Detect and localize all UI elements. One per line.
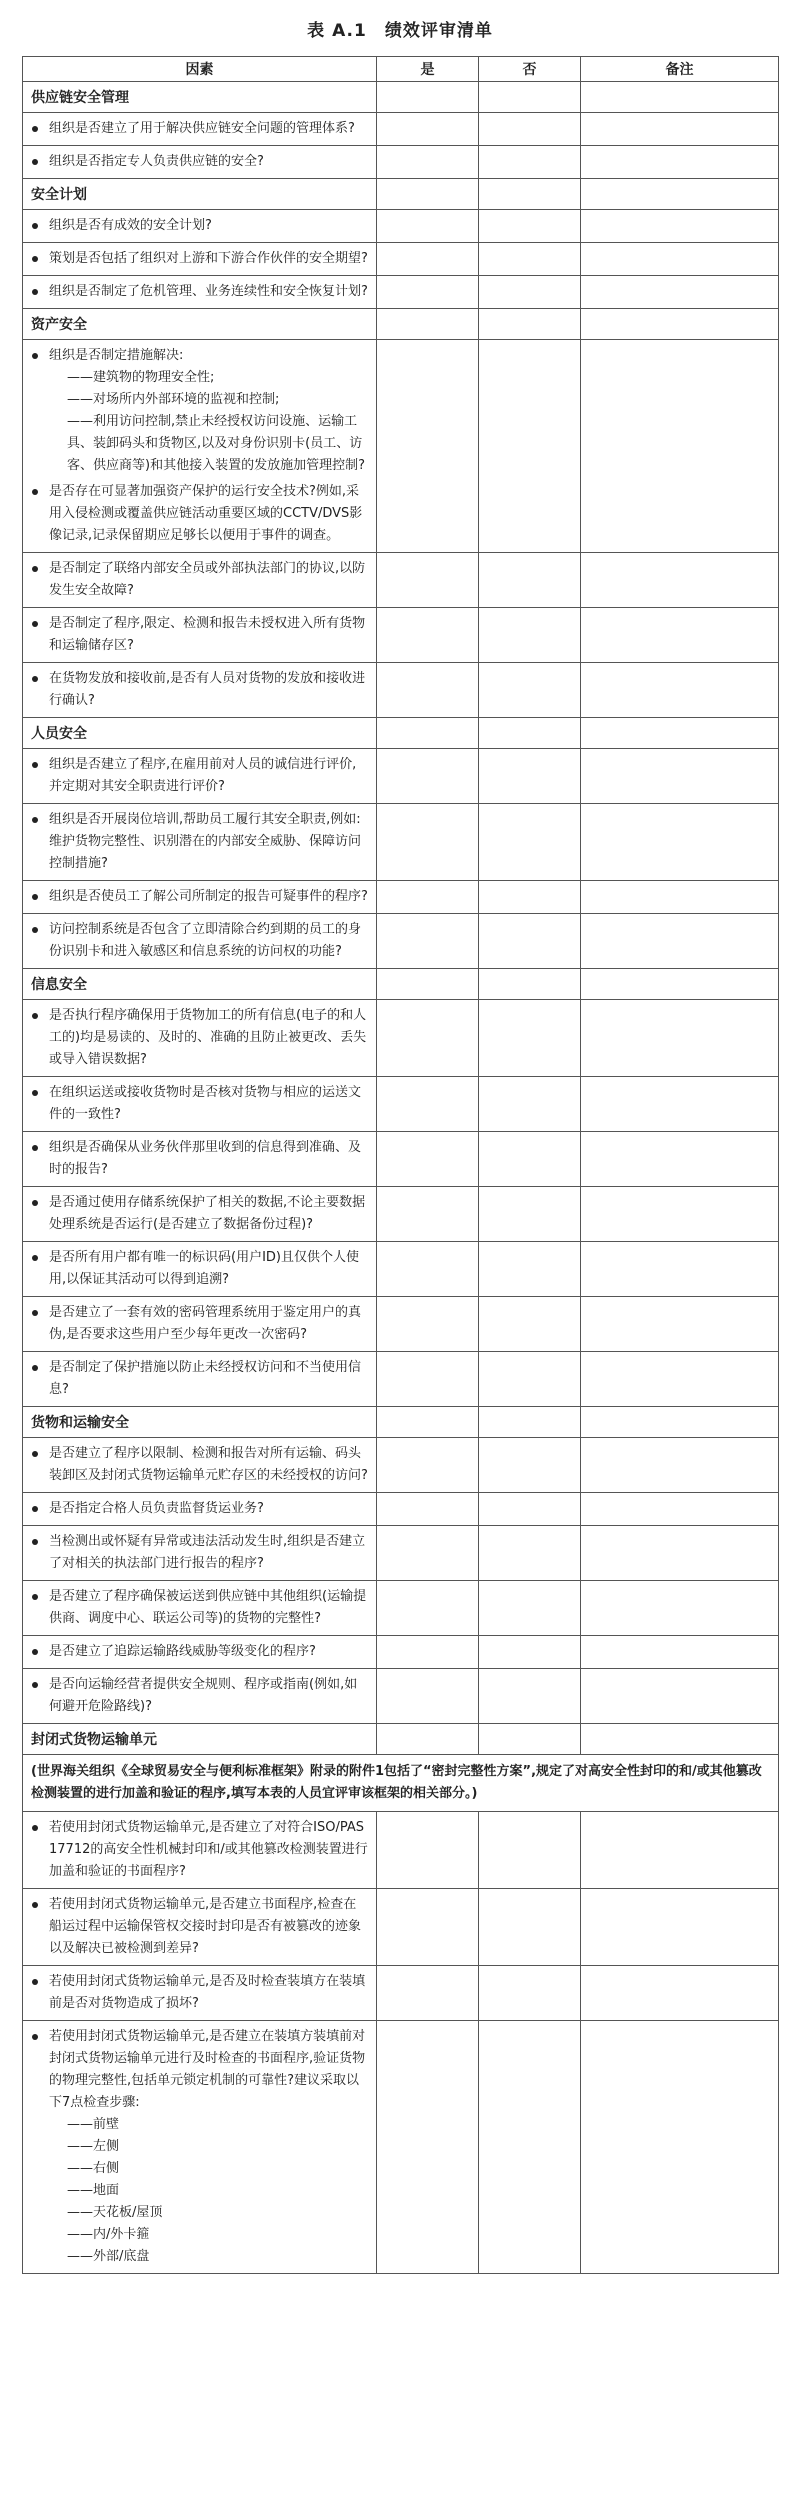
bullet-icon [32,817,38,823]
table-row [23,608,779,663]
bullet-icon [32,1649,38,1655]
factor-cell [23,1526,377,1581]
no-checkbox-cell[interactable] [479,804,581,881]
factor-cell [23,1889,377,1966]
factor-text: 是否制定了程序,限定、检测和报告未授权进入所有货物和运输储存区? [49,616,366,653]
no-checkbox-cell[interactable] [479,1889,581,1966]
yes-checkbox-cell[interactable] [377,1581,479,1636]
factor-sub-item: ——左侧 [67,2139,120,2154]
yes-checkbox-cell[interactable] [377,1000,479,1077]
factor-cell [23,113,377,146]
yes-checkbox-cell[interactable] [377,749,479,804]
section-no-cell [479,179,581,210]
bullet-icon [32,1310,38,1316]
no-checkbox-cell[interactable] [479,2021,581,2274]
table-row [23,1812,779,1889]
remarks-cell[interactable] [581,1242,779,1297]
section-note-row [23,1755,779,1812]
table-row [23,1889,779,1966]
factor-sub-item: ——前壁 [67,2117,120,2132]
table-row [23,1526,779,1581]
remarks-cell[interactable] [581,1187,779,1242]
factor-cell [23,1352,377,1407]
remarks-cell[interactable] [581,1812,779,1889]
yes-checkbox-cell[interactable] [377,553,479,608]
table-row [23,914,779,969]
section-title: 人员安全 [23,718,377,749]
factor-sub-item: ——利用访问控制,禁止未经授权访问设施、运输工具、装卸码头和货物区,以及对身份识别卡(员工、访客、供应商等)和其他接入装置的发放施加管理控制? [67,414,365,473]
bullet-icon [32,566,38,572]
section-row [23,1724,779,1755]
factor-cell [23,1493,377,1526]
factor-cell [23,276,377,309]
section-yes-cell [377,82,479,113]
section-title: 封闭式货物运输单元 [23,1724,377,1755]
remarks-cell[interactable] [581,1132,779,1187]
yes-checkbox-cell[interactable] [377,881,479,914]
no-checkbox-cell[interactable] [479,1438,581,1493]
table-row [23,1077,779,1132]
section-note: (世界海关组织《全球贸易安全与便利标准框架》附录的附件1包括了“密封完整性方案”,规定了对高安全性封印的和/或其他篡改检测装置的进行加盖和验证的程序,填写本表的人员宜评审该框架的相关部分。) [23,1755,779,1812]
remarks-cell[interactable] [581,804,779,881]
factor-text: 组织是否制定了危机管理、业务连续性和安全恢复计划? [49,284,368,299]
no-checkbox-cell[interactable] [479,276,581,309]
no-checkbox-cell[interactable] [479,553,581,608]
yes-checkbox-cell[interactable] [377,1187,479,1242]
remarks-cell[interactable] [581,553,779,608]
section-remarks-cell [581,1724,779,1755]
bullet-icon [32,1979,38,1985]
factor-cell [23,1581,377,1636]
factor-paragraph [49,1894,368,1960]
factor-cell [23,243,377,276]
factor-text: 若使用封闭式货物运输单元,是否及时检查装填方在装填前是否对货物造成了损坏? [49,1974,366,2011]
section-remarks-cell [581,1407,779,1438]
table-row [23,276,779,309]
section-remarks-cell [581,179,779,210]
factor-text: 当检测出或怀疑有异常或违法活动发生时,组织是否建立了对相关的执法部门进行报告的程序? [49,1534,366,1571]
factor-paragraph [49,248,368,270]
bullet-icon [32,1594,38,1600]
factor-cell [23,2021,377,2274]
section-title: 资产安全 [23,309,377,340]
factor-sub-item: ——天花板/屋顶 [67,2205,163,2220]
factor-paragraph [49,1641,368,1663]
no-checkbox-cell[interactable] [479,663,581,718]
section-remarks-cell [581,82,779,113]
table-row [23,340,779,553]
factor-paragraph [49,754,368,798]
yes-checkbox-cell[interactable] [377,1636,479,1669]
factor-paragraph [49,481,368,547]
factor-cell [23,881,377,914]
table-row [23,1352,779,1407]
yes-checkbox-cell[interactable] [377,1132,479,1187]
section-no-cell [479,309,581,340]
remarks-cell[interactable] [581,1438,779,1493]
section-no-cell [479,82,581,113]
yes-checkbox-cell[interactable] [377,1297,479,1352]
yes-checkbox-cell[interactable] [377,914,479,969]
table-row [23,1438,779,1493]
factor-text: 若使用封闭式货物运输单元,是否建立在装填方装填前对封闭式货物运输单元进行及时检查的书面程序,验证货物的物理完整性,包括单元锁定机制的可靠性?建议采取以下7点检查步骤: [49,2029,366,2110]
yes-checkbox-cell[interactable] [377,1493,479,1526]
yes-checkbox-cell[interactable] [377,276,479,309]
factor-text: 访问控制系统是否包含了立即清除合约到期的员工的身份识别卡和进入敏感区和信息系统的访问权的功能? [49,922,362,959]
no-checkbox-cell[interactable] [479,881,581,914]
factor-paragraph [49,1192,368,1236]
factor-cell [23,1077,377,1132]
factor-sub-item: ——地面 [67,2183,120,2198]
no-checkbox-cell[interactable] [479,243,581,276]
remarks-cell[interactable] [581,1000,779,1077]
section-yes-cell [377,309,479,340]
table-row [23,663,779,718]
section-row [23,309,779,340]
yes-checkbox-cell[interactable] [377,1889,479,1966]
remarks-cell[interactable] [581,1889,779,1966]
bullet-icon [32,1255,38,1261]
factor-sub-item: ——外部/底盘 [67,2249,150,2264]
factor-cell [23,914,377,969]
factor-paragraph [49,1586,368,1630]
factor-text: 是否存在可显著加强资产保护的运行安全技术?例如,采用入侵检测或覆盖供应链活动重要区域的CCTV/DVS影像记录,记录保留期应足够长以便用于事件的调查。 [49,484,363,543]
bullet-icon [32,1539,38,1545]
factor-text: 组织是否指定专人负责供应链的安全? [49,154,264,169]
factor-paragraph [49,1357,368,1401]
section-no-cell [479,969,581,1000]
factor-text: 若使用封闭式货物运输单元,是否建立书面程序,检查在船运过程中运输保管权交接时封印是否有被篡改的迹象以及解决已被检测到差异? [49,1897,362,1956]
bullet-icon [32,1090,38,1096]
bullet-icon [32,927,38,933]
yes-checkbox-cell[interactable] [377,2021,479,2274]
factor-paragraph [49,1247,368,1291]
factor-paragraph [49,1005,368,1071]
factor-cell [23,146,377,179]
bullet-icon [32,621,38,627]
factor-text: 组织是否建立了用于解决供应链安全问题的管理体系? [49,121,355,136]
header-remarks: 备注 [581,57,779,82]
factor-text: 在组织运送或接收货物时是否核对货物与相应的运送文件的一致性? [49,1085,362,1122]
factor-cell [23,663,377,718]
yes-checkbox-cell[interactable] [377,1812,479,1889]
section-no-cell [479,718,581,749]
section-yes-cell [377,1407,479,1438]
no-checkbox-cell[interactable] [479,1352,581,1407]
factor-paragraph [49,1137,368,1181]
no-checkbox-cell[interactable] [479,146,581,179]
factor-paragraph [49,1082,368,1126]
no-checkbox-cell[interactable] [479,914,581,969]
bullet-icon [32,1682,38,1688]
table-row [23,2021,779,2274]
bullet-icon [32,1451,38,1457]
header-row [23,57,779,82]
bullet-icon [32,353,38,359]
section-remarks-cell [581,969,779,1000]
factor-paragraph [49,1302,368,1346]
no-checkbox-cell[interactable] [479,1187,581,1242]
remarks-cell[interactable] [581,243,779,276]
factor-text: 是否制定了保护措施以防止未经授权访问和不当使用信息? [49,1360,362,1397]
remarks-cell[interactable] [581,2021,779,2274]
header-factor: 因素 [23,57,377,82]
table-caption: 表 A.1 绩效评审清单 [307,21,493,41]
bullet-icon [32,1013,38,1019]
bullet-icon [32,1200,38,1206]
yes-checkbox-cell[interactable] [377,210,479,243]
no-checkbox-cell[interactable] [479,1966,581,2021]
section-row [23,1407,779,1438]
bullet-icon [32,126,38,132]
factor-paragraph [49,345,368,477]
factor-text: 是否建立了程序确保被运送到供应链中其他组织(运输提供商、调度中心、联运公司等)的货物的完整性? [49,1589,367,1626]
no-checkbox-cell[interactable] [479,1581,581,1636]
bullet-icon [32,1902,38,1908]
header-yes: 是 [377,57,479,82]
section-no-cell [479,1724,581,1755]
factor-paragraph [49,151,368,173]
remarks-cell[interactable] [581,146,779,179]
factor-cell [23,1438,377,1493]
bullet-icon [32,489,38,495]
bullet-icon [32,894,38,900]
table-row [23,804,779,881]
yes-checkbox-cell[interactable] [377,1352,479,1407]
section-yes-cell [377,179,479,210]
no-checkbox-cell[interactable] [479,749,581,804]
table-row [23,1966,779,2021]
yes-checkbox-cell[interactable] [377,608,479,663]
table-row [23,1000,779,1077]
header-no: 否 [479,57,581,82]
factor-cell [23,1669,377,1724]
section-no-cell [479,1407,581,1438]
remarks-cell[interactable] [581,210,779,243]
factor-text: 组织是否制定措施解决: [49,348,184,363]
table-row [23,1242,779,1297]
table-row [23,1581,779,1636]
no-checkbox-cell[interactable] [479,340,581,553]
factor-text: 是否建立了一套有效的密码管理系统用于鉴定用户的真伪,是否要求这些用户至少每年更改一次密码? [49,1305,362,1342]
table-row [23,1297,779,1352]
yes-checkbox-cell[interactable] [377,1526,479,1581]
bullet-icon [32,762,38,768]
table-row [23,1493,779,1526]
factor-paragraph [49,668,368,712]
section-remarks-cell [581,718,779,749]
bullet-icon [32,676,38,682]
yes-checkbox-cell[interactable] [377,1077,479,1132]
table-row [23,749,779,804]
remarks-cell[interactable] [581,914,779,969]
factor-text: 是否制定了联络内部安全员或外部执法部门的协议,以防发生安全故障? [49,561,366,598]
factor-text: 是否建立了程序以限制、检测和报告对所有运输、码头装卸区及封闭式货物运输单元贮存区的未经授权的访问? [49,1446,368,1483]
section-yes-cell [377,718,479,749]
remarks-cell[interactable] [581,1636,779,1669]
yes-checkbox-cell[interactable] [377,146,479,179]
remarks-cell[interactable] [581,1966,779,2021]
table-row [23,1669,779,1724]
factor-paragraph [49,558,368,602]
section-title: 信息安全 [23,969,377,1000]
factor-paragraph [49,919,368,963]
factor-paragraph [49,2026,368,2268]
factor-text: 是否所有用户都有唯一的标识码(用户ID)且仅供个人使用,以保证其活动可以得到追溯? [49,1250,359,1287]
factor-cell [23,1812,377,1889]
no-checkbox-cell[interactable] [479,1242,581,1297]
no-checkbox-cell[interactable] [479,1812,581,1889]
table-row [23,113,779,146]
factor-text: 是否通过使用存储系统保护了相关的数据,不论主要数据处理系统是否运行(是否建立了数据备份过程)? [49,1195,366,1232]
no-checkbox-cell[interactable] [479,1636,581,1669]
bullet-icon [32,159,38,165]
factor-cell [23,1132,377,1187]
no-checkbox-cell[interactable] [479,1132,581,1187]
factor-paragraph [49,1674,368,1718]
remarks-cell[interactable] [581,1493,779,1526]
no-checkbox-cell[interactable] [479,113,581,146]
bullet-icon [32,1825,38,1831]
factor-paragraph [49,1498,368,1520]
yes-checkbox-cell[interactable] [377,804,479,881]
table-row [23,553,779,608]
remarks-cell[interactable] [581,340,779,553]
yes-checkbox-cell[interactable] [377,1669,479,1724]
factor-paragraph [49,886,368,908]
factor-cell [23,340,377,553]
section-row [23,82,779,113]
factor-cell [23,804,377,881]
factor-text: 策划是否包括了组织对上游和下游合作伙伴的安全期望? [49,251,368,266]
factor-cell [23,210,377,243]
factor-text: 组织是否有成效的安全计划? [49,218,212,233]
factor-cell [23,1966,377,2021]
factor-text: 是否建立了追踪运输路线威胁等级变化的程序? [49,1644,316,1659]
factor-cell [23,553,377,608]
table-row [23,1132,779,1187]
factor-paragraph [49,1443,368,1487]
factor-paragraph [49,613,368,657]
no-checkbox-cell[interactable] [479,1669,581,1724]
no-checkbox-cell[interactable] [479,1077,581,1132]
yes-checkbox-cell[interactable] [377,113,479,146]
remarks-cell[interactable] [581,1581,779,1636]
remarks-cell[interactable] [581,1526,779,1581]
factor-paragraph [49,1817,368,1883]
factor-cell [23,608,377,663]
table-row [23,243,779,276]
factor-text: 组织是否确保从业务伙伴那里收到的信息得到准确、及时的报告? [49,1140,362,1177]
bullet-icon [32,2034,38,2040]
section-row [23,179,779,210]
bullet-icon [32,256,38,262]
factor-text: 是否指定合格人员负责监督货运业务? [49,1501,264,1516]
no-checkbox-cell[interactable] [479,1000,581,1077]
no-checkbox-cell[interactable] [479,1493,581,1526]
remarks-cell[interactable] [581,881,779,914]
remarks-cell[interactable] [581,608,779,663]
factor-cell [23,1000,377,1077]
table-row [23,881,779,914]
factor-sub-item: ——对场所内外部环境的监视和控制; [67,392,280,407]
table-row [23,210,779,243]
remarks-cell[interactable] [581,663,779,718]
yes-checkbox-cell[interactable] [377,340,479,553]
factor-sub-item: ——内/外卡箍 [67,2227,150,2242]
factor-paragraph [49,809,368,875]
factor-paragraph [49,215,368,237]
yes-checkbox-cell[interactable] [377,243,479,276]
bullet-icon [32,1506,38,1512]
factor-text: 在货物发放和接收前,是否有人员对货物的发放和接收进行确认? [49,671,366,708]
section-title: 货物和运输安全 [23,1407,377,1438]
factor-sub-item: ——建筑物的物理安全性; [67,370,215,385]
remarks-cell[interactable] [581,276,779,309]
factor-text: 是否执行程序确保用于货物加工的所有信息(电子的和人工的)均是易读的、及时的、准确的且防止被更改、丢失或导入错误数据? [49,1008,367,1067]
yes-checkbox-cell[interactable] [377,1438,479,1493]
section-title: 供应链安全管理 [23,82,377,113]
bullet-icon [32,1365,38,1371]
yes-checkbox-cell[interactable] [377,1966,479,2021]
section-title: 安全计划 [23,179,377,210]
performance-review-checklist [22,56,779,2274]
remarks-cell[interactable] [581,1352,779,1407]
factor-text: 组织是否使员工了解公司所制定的报告可疑事件的程序? [49,889,368,904]
factor-paragraph [49,1971,368,2015]
yes-checkbox-cell[interactable] [377,1242,479,1297]
no-checkbox-cell[interactable] [479,608,581,663]
remarks-cell[interactable] [581,1077,779,1132]
remarks-cell[interactable] [581,113,779,146]
no-checkbox-cell[interactable] [479,1297,581,1352]
bullet-icon [32,1145,38,1151]
factor-cell [23,1187,377,1242]
section-yes-cell [377,1724,479,1755]
section-row [23,718,779,749]
factor-text: 组织是否建立了程序,在雇用前对人员的诚信进行评价,并定期对其安全职责进行评价? [49,757,357,794]
section-row [23,969,779,1000]
factor-cell [23,1297,377,1352]
factor-text: 组织是否开展岗位培训,帮助员工履行其安全职责,例如:维护货物完整性、识别潜在的内部安全威胁、保障访问控制措施? [49,812,362,871]
no-checkbox-cell[interactable] [479,1526,581,1581]
factor-cell [23,1636,377,1669]
table-row [23,1636,779,1669]
section-remarks-cell [581,309,779,340]
table-row [23,146,779,179]
yes-checkbox-cell[interactable] [377,663,479,718]
factor-paragraph [49,1531,368,1575]
remarks-cell[interactable] [581,1297,779,1352]
factor-cell [23,1242,377,1297]
factor-paragraph [49,118,368,140]
factor-sub-item: ——右侧 [67,2161,120,2176]
factor-cell [23,749,377,804]
bullet-icon [32,289,38,295]
factor-paragraph [49,281,368,303]
factor-text: 若使用封闭式货物运输单元,是否建立了对符合ISO/PAS 17712的高安全性机械封印和/或其他篡改检测装置进行加盖和验证的书面程序? [49,1820,368,1879]
checklist-body [23,82,779,2274]
no-checkbox-cell[interactable] [479,210,581,243]
section-yes-cell [377,969,479,1000]
remarks-cell[interactable] [581,1669,779,1724]
bullet-icon [32,223,38,229]
table-row [23,1187,779,1242]
remarks-cell[interactable] [581,749,779,804]
factor-text: 是否向运输经营者提供安全规则、程序或指南(例如,如何避开危险路线)? [49,1677,358,1714]
